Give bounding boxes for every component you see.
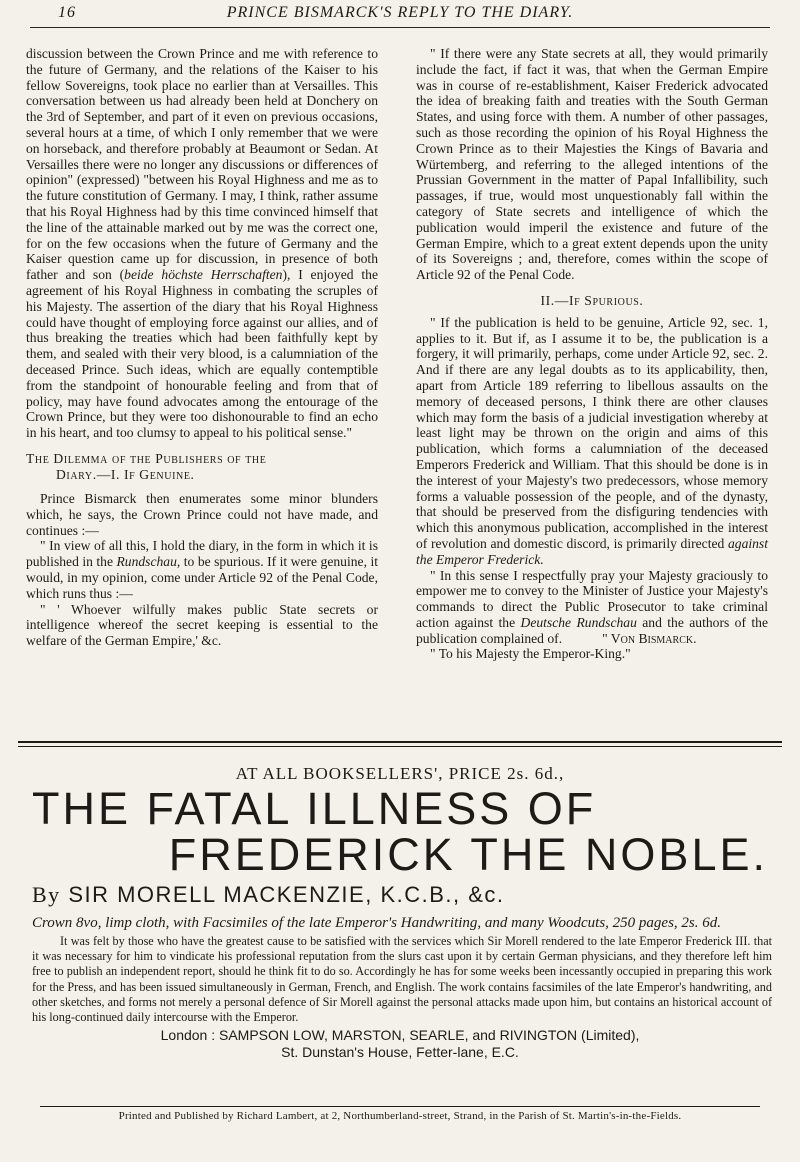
left-p3-end: , to be spurious. If it were genuine, it would, in my opinion, come under Article 92 of the Penal Code, which runs thus :— — [26, 554, 378, 601]
signature: " Von Bismarck. — [602, 630, 697, 646]
left-paragraph-4: " ' Whoever wilfully makes public State secrets or intelligence whereof the secret keeping is essential to the welfare of the German Empire,' &c. — [26, 601, 378, 649]
right-paragraph-1: " If there were any State secrets at all, they would primarily include the fact, if fact it was, that when the German Empire was in course of re-establishment, Kaiser Frederick advocated the idea of breaking faith and treaties with the South German States, and using force with them. A number of other passages, such as those recording the opinion of his Royal Highness the Crown Prince as to their Majesties the Kings of Bavaria and Würtemberg, and referring to the alleged intentions of the Prussian Government in the matter of Papal Infallibility, such passages, if true, would most unquestionably fall within the category of State secrets and intelligence of which the publication would imperil the existence and future of the German Empire, which to a great extent depends upon the unity of its Sovereigns ; and, therefore, comes within the scope of Article 92 of the Penal Code. — [416, 46, 768, 283]
right-p3-italic: Deutsche Rundschau — [520, 614, 637, 630]
running-title: PRINCE BISMARCK'S REPLY TO THE DIARY. — [226, 4, 574, 21]
left-p1-italic: beide höchste Herrschaften — [124, 267, 283, 283]
right-paragraph-2 — [416, 315, 768, 568]
section-heading-genuine — [26, 451, 378, 483]
left-column — [26, 46, 378, 649]
ad-publisher — [18, 1027, 782, 1061]
header-rule — [30, 27, 770, 28]
ad-by: By — [32, 882, 61, 907]
right-p3-end: and the authors of the publication complained of. — [416, 614, 768, 646]
ad-byline — [18, 882, 782, 908]
ad-publisher-line-2: St. Dunstan's House, Fetter-lane, E.C. — [281, 1044, 519, 1061]
ad-publisher-line-1: London : SAMPSON LOW, MARSTON, SEARLE, and RIVINGTON (Limited), — [160, 1027, 640, 1044]
section-divider-thin — [18, 746, 782, 747]
ad-price-line: AT ALL BOOKSELLERS', PRICE 2s. 6d., — [235, 764, 565, 783]
section-heading-line-1: The Dilemma of the Publishers of the — [26, 450, 267, 466]
ad-author: SIR MORELL MACKENZIE, K.C.B., &c. — [68, 882, 505, 907]
imprint-rule — [40, 1106, 760, 1107]
right-p2-italic: against the Emperor Frederick. — [416, 535, 768, 567]
right-column — [416, 46, 768, 662]
right-paragraph-3 — [416, 568, 768, 647]
left-paragraph-1 — [26, 46, 378, 441]
right-p3-text: " In this sense I respectfully pray your Majesty graciously to empower me to convey to the Minister of Justice your Majesty's commands to direct the Public Prosecutor to take criminal action against the — [416, 567, 768, 630]
ad-title-line-1: THE FATAL ILLNESS OF — [32, 783, 597, 834]
left-paragraph-3 — [26, 538, 378, 601]
ad-title-line-2: FREDERICK THE NOBLE. — [168, 829, 768, 880]
printer-imprint: Printed and Published by Richard Lambert, at 2, Northumberland-street, Strand, in the Parish of St. Martin's-in-the-Fields. — [118, 1110, 682, 1122]
left-p1-text: discussion between the Crown Prince and me with reference to the future of Germany, and the relations of the Kaiser to his fellow Sovereigns, took place no earlier than at Versailles. This conversation between us had already been held at Donchery on the 3rd of September, and part of it even on previous occasions, several hours at a time, of which I only remember that we were on horseback, and therefore probably at Beaumont or Sedan. At Versailles there were no longer any discussions or differences of opinion" (expressed) "between his Royal Highness and me as to the future constitution of Germany. I may, I think, rather assume that his Royal Highness had by this time convinced himself that the line of the attainable marked out by me was the correct one, for on the few occasions when the future of Germany and the Kaiser question came up for discussion, in presence of both father and son ( — [26, 46, 378, 283]
right-paragraph-4: " To his Majesty the Emperor-King." — [430, 646, 631, 662]
section-divider-thick — [18, 741, 782, 743]
ad-description: It was felt by those who have the greatest cause to be satisfied with the services which Sir Morell rendered to the late Emperor Frederick III. that it was necessary for him to vindicate his professional reputation from the slurs cast upon it by certain German physicians, and they therefore left him free to publish an independent report, should he think fit to do so. Accordingly he has for some weeks been incessantly occupied in preparing this work for the Press, and has been issued simultaneously in German, French, and English. The work contains facsimiles of the late Emperor's handwriting, and other sketches, and forms not merely a personal defence of Sir Morell against the personal attacks made upon him, but contains an historical account of his long-continued daily intercourse with the Emperor. — [32, 934, 772, 1025]
ad-book-specification: Crown 8vo, limp cloth, with Facsimiles of the late Emperor's Handwriting, and many Woodcuts, 250 pages, 2s. 6d. — [32, 915, 722, 931]
running-header — [0, 0, 800, 24]
right-p2-text: " If the publication is held to be genuine, Article 92, sec. 1, applies to it. But if, as I assume it to be, the publication is a forgery, it will primarily, perhaps, come under Article 92, sec. 2. And if there are any legal doubts as to its applicability, then, apart from Article 189 referring to libellous assaults on the memory of deceased persons, I think there are other clauses which may form the basis of a judicial investigation whereby at least light may be thrown on the origin and aims of this publication, which forms a calumniation of the deceased Emperors Frederick and William. That this should be done is in the interest of your Majesty's two predecessors, whose memory forms a valuable possession of the people, and of the dynasty, that should be preserved from the disfiguring tendencies with which this anonymous publication, accomplished in the interest of revolution and domestic discord, is primarily directed — [416, 314, 768, 551]
left-p1-end: ), I enjoyed the agreement of his Royal Highness in combating the scruples of his Majesty. The assertion of the diary that his Royal Highness could have thought of employing force against our allies, and of thus breaking the treaties which had been faithfully kept by them, and sealed with their very blood, is a calumniation of the deceased Prince. Such ideas, which are equally contemptible from the standpoint of honourable feeling and from that of policy, may have found advocates among the entourage of the Crown Prince, but they were too dishonourable to find an echo in his heart, and too clumsy to appeal to his political sense." — [26, 267, 378, 441]
book-advertisement — [18, 758, 782, 1061]
page-number: 16 — [58, 4, 76, 21]
section-heading-spurious: II.—If Spurious. — [540, 292, 644, 308]
section-heading-line-2: Diary.—I. If Genuine. — [56, 466, 195, 482]
left-p3-italic: Rundschau — [116, 554, 177, 570]
left-p3-text: " In view of all this, I hold the diary, in the form in which it is published in the — [26, 538, 378, 570]
left-paragraph-2: Prince Bismarck then enumerates some minor blunders which, he says, the Crown Prince could not have made, and continues :— — [26, 490, 378, 538]
